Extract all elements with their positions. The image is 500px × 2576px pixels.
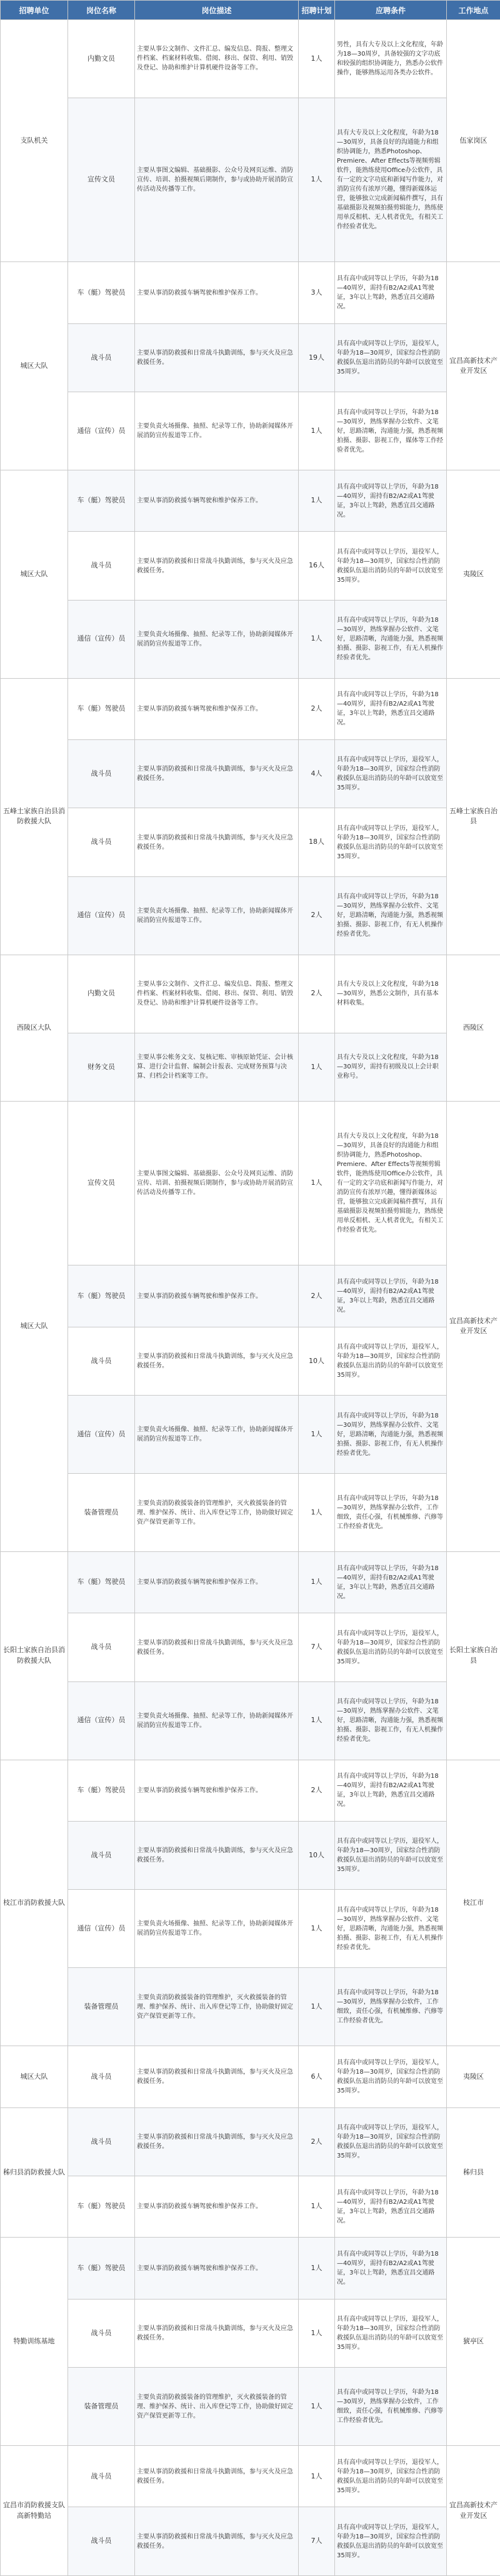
unit-cell: 五峰土家族自治县消防救援大队 xyxy=(1,678,68,955)
position-cell: 战斗员 xyxy=(68,2446,135,2507)
table-row xyxy=(1,1101,500,1265)
requirements-cell: 具有高中或同等以上学历，年龄为18—40周岁，需持有B2/A2或A1驾驶证，3年以上驾龄，熟悉宜昌交通路况。 xyxy=(335,262,447,323)
position-cell: 内勤文员 xyxy=(68,20,135,98)
requirements-cell: 具有高中或同等以上学历，年龄为18—40周岁，需持有B2/A2或A1驾驶证，3年以上驾龄，熟悉宜昌交通路况。 xyxy=(335,1551,447,1613)
table-row xyxy=(1,600,500,678)
requirements-cell: 具有大专及以上文化程度，年龄为18—30周岁，熟悉公文制作，具有基本材料收集。 xyxy=(335,955,447,1033)
requirements-cell: 具有高中或同等以上学历，年龄为18—30周岁，熟练掌握办公软件、文笔好，思路清晰，沟通能力强，熟悉视频拍摄、摄影、影视工作，媒体等工作经验者优先。 xyxy=(335,392,447,470)
plan-cell: 10人 xyxy=(299,1327,335,1395)
plan-cell: 1人 xyxy=(299,2238,335,2299)
table-row xyxy=(1,470,500,532)
requirements-cell: 具有高中或同等以上学历，年龄为18—40周岁，需持有B2/A2或A1驾驶证，3年以上驾龄，熟悉宜昌交通路况。 xyxy=(335,2176,447,2238)
position-cell: 战斗员 xyxy=(68,1822,135,1890)
plan-cell: 1人 xyxy=(299,470,335,532)
plan-cell: 1人 xyxy=(299,2299,335,2367)
requirements-cell: 具有高中或同等以上学历，年龄为18—30周岁，熟练掌握办公软件、文笔好，思路清晰，沟通能力强，熟悉视频拍摄、摄影、影视工作，有无人机操作经验者优先。 xyxy=(335,1681,447,1760)
unit-cell: 城区大队 xyxy=(1,1101,68,1551)
description-cell: 主要从事公帐务文支、复核记账、审核原始凭证、会计核算、进行会计监督、编制会计报表、完成财务预算与决算、归档会计档案等工作。 xyxy=(135,1033,299,1101)
header-description: 岗位描述 xyxy=(135,1,299,20)
unit-cell: 城区大队 xyxy=(1,262,68,470)
location-cell: 猇亭区 xyxy=(447,2238,500,2446)
position-cell: 战斗员 xyxy=(68,1327,135,1395)
plan-cell: 19人 xyxy=(299,323,335,392)
position-cell: 战斗员 xyxy=(68,740,135,808)
position-cell: 车（艇）驾驶员 xyxy=(68,1760,135,1821)
description-cell: 主要从事消防救援车辆驾驶和维护保养工作。 xyxy=(135,678,299,739)
description-cell: 主要从事消防救援车辆驾驶和维护保养工作。 xyxy=(135,2176,299,2238)
requirements-cell: 具有大专及以上文化程度，年龄为18—30周岁，需持有初级及以上会计职业称号。 xyxy=(335,1033,447,1101)
plan-cell: 2人 xyxy=(299,955,335,1033)
table-row xyxy=(1,740,500,808)
position-cell: 通信（宣传）员 xyxy=(68,600,135,678)
position-cell: 车（艇）驾驶员 xyxy=(68,262,135,323)
plan-cell: 2人 xyxy=(299,876,335,955)
description-cell: 主要负责火场摄像、抽照、纪录等工作，协助新闻媒体开展消防宣传报道等工作。 xyxy=(135,876,299,955)
plan-cell: 7人 xyxy=(299,1613,335,1681)
description-cell: 主要从事消防救援和日常战斗执勤训练，参与灭火及应急救援任务。 xyxy=(135,2507,299,2576)
requirements-cell: 具有高中或同等以上学历，年龄为18—40周岁，需持有B2/A2或A1驾驶证，3年以上驾龄，熟悉宜昌交通路况。 xyxy=(335,2238,447,2299)
table-row xyxy=(1,2507,500,2576)
description-cell: 主要从事消防救援和日常战斗执勤训练，参与灭火及应急救援任务。 xyxy=(135,740,299,808)
plan-cell: 1人 xyxy=(299,98,335,261)
requirements-cell: 具有高中或同等以上学历，年龄为18—30周岁，熟练掌握办公软件、文笔好，思路清晰，沟通能力强，熟悉视频拍摄、摄影、影视工作，有无人机操作经验者优先。 xyxy=(335,1396,447,1474)
plan-cell: 2人 xyxy=(299,1760,335,1821)
description-cell: 主要从事消防救援和日常战斗执勤训练，参与灭火及应急救援任务。 xyxy=(135,1327,299,1395)
table-row xyxy=(1,2238,500,2299)
table-row xyxy=(1,1681,500,1760)
unit-cell: 支队机关 xyxy=(1,20,68,262)
table-row xyxy=(1,1327,500,1395)
location-cell: 宜昌高新技术产业开发区 xyxy=(447,1101,500,1551)
position-cell: 装备管理员 xyxy=(68,1968,135,2046)
unit-cell: 枝江市消防救援大队 xyxy=(1,1760,68,2046)
table-row xyxy=(1,98,500,261)
description-cell: 主要从事消防救援和日常战斗执勤训练，参与灭火及应急救援任务。 xyxy=(135,2299,299,2367)
requirements-cell: 具有高中或同等以上学历，退役军人，年龄为18—30周岁，国家综合性消防救援队伍退出消防员的年龄可以放宽至35周岁。 xyxy=(335,2446,447,2507)
location-cell: 伍家岗区 xyxy=(447,20,500,262)
plan-cell: 1人 xyxy=(299,1033,335,1101)
unit-cell: 长阳土家族自治县消防救援大队 xyxy=(1,1551,68,1760)
plan-cell: 1人 xyxy=(299,1681,335,1760)
description-cell: 主要从事消防救援车辆驾驶和维护保养工作。 xyxy=(135,470,299,532)
description-cell: 主要负责火场摄像、抽照、纪录等工作，协助新闻媒体开展消防宣传报道等工作。 xyxy=(135,1890,299,1968)
description-cell: 主要负责火场摄像、抽照、纪录等工作，协助新闻媒体开展消防宣传报道等工作。 xyxy=(135,600,299,678)
plan-cell: 2人 xyxy=(299,1265,335,1327)
position-cell: 装备管理员 xyxy=(68,2368,135,2446)
position-cell: 车（艇）驾驶员 xyxy=(68,1551,135,1613)
position-cell: 战斗员 xyxy=(68,2507,135,2576)
plan-cell: 10人 xyxy=(299,1822,335,1890)
location-cell: 西陵区 xyxy=(447,955,500,1101)
plan-cell: 1人 xyxy=(299,1474,335,1552)
table-row xyxy=(1,1474,500,1552)
plan-cell: 2人 xyxy=(299,678,335,739)
table-row xyxy=(1,262,500,323)
plan-cell: 1人 xyxy=(299,1101,335,1265)
requirements-cell: 具有高中或同等以上学历，退役军人，年龄为18—30周岁，国家综合性消防救援队伍退出消防员的年龄可以放宽至35周岁。 xyxy=(335,2046,447,2107)
plan-cell: 1人 xyxy=(299,1968,335,2046)
table-row xyxy=(1,876,500,955)
requirements-cell: 具有高中或同等以上学历，年龄为18—30周岁，熟练掌握办公软件、文笔好，思路清晰，沟通能力强，熟悉视频拍摄、摄影、影视工作，有无人机操作经验者优先。 xyxy=(335,1890,447,1968)
description-cell: 主要负责火场摄像、抽照、纪录等工作，协助新闻媒体开展消防宣传报道等工作。 xyxy=(135,1396,299,1474)
description-cell: 主要负责消防救援装备的管理维护，灭火救援装备的管理、维护保养、统计、出入库登记等工作，协助做好固定资产保管更新等工作。 xyxy=(135,2368,299,2446)
requirements-cell: 具有高中或同等以上学历，退役军人，年龄为18—30周岁，国家综合性消防救援队伍退出消防员的年龄可以放宽至35周岁。 xyxy=(335,740,447,808)
plan-cell: 4人 xyxy=(299,740,335,808)
plan-cell: 1人 xyxy=(299,2176,335,2238)
plan-cell: 6人 xyxy=(299,2046,335,2107)
header-position: 岗位名称 xyxy=(68,1,135,20)
location-cell: 秭归县 xyxy=(447,2107,500,2238)
position-cell: 内勤文员 xyxy=(68,955,135,1033)
description-cell: 主要从事消防救援和日常战斗执勤训练，参与灭火及应急救援任务。 xyxy=(135,532,299,600)
table-row xyxy=(1,1613,500,1681)
requirements-cell: 具有高中或同等以上学历，年龄为18—30周岁，熟练掌握办公软件，工作细致，责任心强，有机械维修、汽修等工作经验者优先。 xyxy=(335,2368,447,2446)
table-row xyxy=(1,1760,500,1821)
description-cell: 主要从事消防救援车辆驾驶和维护保养工作。 xyxy=(135,262,299,323)
requirements-cell: 具有高中或同等以上学历，退役军人，年龄为18—30周岁，国家综合性消防救援队伍退出消防员的年龄可以放宽至35周岁。 xyxy=(335,808,447,876)
plan-cell: 18人 xyxy=(299,808,335,876)
unit-cell: 城区大队 xyxy=(1,470,68,679)
table-row xyxy=(1,1890,500,1968)
requirements-cell: 具有高中或同等以上学历，退役军人，年龄为18—30周岁，国家综合性消防救援队伍退出消防员的年龄可以放宽至35周岁。 xyxy=(335,2507,447,2576)
unit-cell: 宜昌市消防救援支队高新特勤站 xyxy=(1,2446,68,2576)
table-row xyxy=(1,955,500,1033)
position-cell: 车（艇）驾驶员 xyxy=(68,678,135,739)
description-cell: 主要从事消防救援和日常战斗执勤训练，参与灭火及应急救援任务。 xyxy=(135,1822,299,1890)
location-cell: 长阳土家族自治县 xyxy=(447,1551,500,1760)
description-cell: 主要从事消防救援车辆驾驶和维护保养工作。 xyxy=(135,1760,299,1821)
requirements-cell: 具有高中或同等以上学历，退役军人，年龄为18—30周岁，国家综合性消防救援队伍退出消防员的年龄可以放宽至35周岁。 xyxy=(335,2107,447,2176)
requirements-cell: 具有高中或同等以上学历，退役军人，年龄为18—30周岁，国家综合性消防救援队伍退出消防员的年龄可以放宽至35周岁。 xyxy=(335,1613,447,1681)
table-row xyxy=(1,1265,500,1327)
description-cell: 主要负责消防救援装备的管理维护，灭火救援装备的管理、维护保养、统计、出入库登记等工作，协助做好固定资产保管更新等工作。 xyxy=(135,1474,299,1552)
plan-cell: 1人 xyxy=(299,2368,335,2446)
table-row xyxy=(1,1551,500,1613)
table-row xyxy=(1,1033,500,1101)
table-row xyxy=(1,1396,500,1474)
header-location: 工作地点 xyxy=(447,1,500,20)
table-row xyxy=(1,2368,500,2446)
description-cell: 主要从事消防救援和日常战斗执勤训练，参与灭火及应急救援任务。 xyxy=(135,2107,299,2176)
requirements-cell: 具有高中或同等以上学历，年龄为18—40周岁，需持有B2/A2或A1驾驶证，3年以上驾龄，熟悉宜昌交通路况。 xyxy=(335,1760,447,1821)
description-cell: 主要从事消防救援车辆驾驶和维护保养工作。 xyxy=(135,1265,299,1327)
requirements-cell: 具有高中或同等以上学历，年龄为18—40周岁，需持有B2/A2或A1驾驶证，3年以上驾龄，熟悉宜昌交通路况。 xyxy=(335,470,447,532)
position-cell: 车（艇）驾驶员 xyxy=(68,470,135,532)
requirements-cell: 具有高中或同等以上学历，退役军人，年龄为18—30周岁，国家综合性消防救援队伍退出消防员的年龄可以放宽至35周岁。 xyxy=(335,2299,447,2367)
location-cell: 五峰土家族自治县 xyxy=(447,678,500,955)
requirements-cell: 具有高中或同等以上学历，退役军人，年龄为18—30周岁，国家综合性消防救援队伍退出消防员的年龄可以放宽至35周岁。 xyxy=(335,323,447,392)
requirements-cell: 男性，具有大专及以上文化程度，年龄为18—30周岁，具备较强的文字功底和较强的组织协调能力，熟悉办公软件操作，能够熟练运用各类办公软件。 xyxy=(335,20,447,98)
position-cell: 通信（宣传）员 xyxy=(68,392,135,470)
unit-cell: 城区大队 xyxy=(1,2046,68,2107)
description-cell: 主要从事消防救援车辆驾驶和维护保养工作。 xyxy=(135,1551,299,1613)
plan-cell: 3人 xyxy=(299,262,335,323)
position-cell: 通信（宣传）员 xyxy=(68,1396,135,1474)
location-cell: 夷陵区 xyxy=(447,470,500,679)
position-cell: 车（艇）驾驶员 xyxy=(68,2238,135,2299)
plan-cell: 2人 xyxy=(299,2107,335,2176)
plan-cell: 1人 xyxy=(299,1551,335,1613)
requirements-cell: 具有高中或同等以上学历，年龄为18—40周岁，需持有B2/A2或A1驾驶证，3年以上驾龄，熟悉宜昌交通路况。 xyxy=(335,678,447,739)
header-plan: 招聘计划 xyxy=(299,1,335,20)
position-cell: 战斗员 xyxy=(68,808,135,876)
requirements-cell: 具有高中或同等以上学历，退役军人，年龄为18—30周岁，国家综合性消防救援队伍退出消防员的年龄可以放宽至35周岁。 xyxy=(335,1327,447,1395)
table-row xyxy=(1,323,500,392)
description-cell: 主要从事消防救援和日常战斗执勤训练，参与灭火及应急救援任务。 xyxy=(135,323,299,392)
description-cell: 主要从事公文制作、文件汇总、编发信息、简报、整理文件档案、档案材料收集、借阅、移出、保管、利用、销毁及登记、协助和维护计算机硬件设备等工作。 xyxy=(135,20,299,98)
table-row xyxy=(1,2107,500,2176)
requirements-cell: 具有高中或同等以上学历，年龄为18—30周岁，熟练掌握办公软件，工作细致，责任心强，有机械维修、汽修等工作经验者优先。 xyxy=(335,1968,447,2046)
plan-cell: 1人 xyxy=(299,2446,335,2507)
requirements-cell: 具有大专及以上文化程度，年龄为18—30周岁，具备良好的沟通能力和组织协调能力，熟悉Photoshop、Premiere、After Effects等视频剪辑软件，能熟练使用Office办公软件，具有一定的文字功底和新闻写作能力，对消防宣传有浓厚兴趣，懂得新媒体运营，能够独立完成新闻稿件撰写，具有基础摄影及视频拍摄剪辑能力，熟练使用单反相机、无人机者优先，有相关工作经验者优先。 xyxy=(335,1101,447,1265)
position-cell: 通信（宣传）员 xyxy=(68,1681,135,1760)
description-cell: 主要从事图文编辑、基础摄影、公众号及网页运维、消防宣传、培训、拍摄视频后期制作，参与或协助开展消防宣传活动及传播等工作。 xyxy=(135,1101,299,1265)
description-cell: 主要负责消防救援装备的管理维护，灭火救援装备的管理、维护保养、统计、出入库登记等工作，协助做好固定资产保管更新等工作。 xyxy=(135,1968,299,2046)
position-cell: 战斗员 xyxy=(68,2107,135,2176)
position-cell: 通信（宣传）员 xyxy=(68,876,135,955)
plan-cell: 7人 xyxy=(299,2507,335,2576)
position-cell: 车（艇）驾驶员 xyxy=(68,2176,135,2238)
location-cell: 枝江市 xyxy=(447,1760,500,2046)
position-cell: 战斗员 xyxy=(68,2299,135,2367)
position-cell: 宣传文员 xyxy=(68,1101,135,1265)
location-cell: 夷陵区 xyxy=(447,2046,500,2107)
requirements-cell: 具有高中或同等以上学历，退役军人，年龄为18—30周岁，国家综合性消防救援队伍退出消防员的年龄可以放宽至35周岁。 xyxy=(335,1822,447,1890)
requirements-cell: 具有高中或同等以上学历，年龄为18—40周岁，需持有B2/A2或A1驾驶证，3年以上驾龄，熟悉宜昌交通路况。 xyxy=(335,1265,447,1327)
table-row xyxy=(1,2176,500,2238)
plan-cell: 1人 xyxy=(299,20,335,98)
header-requirements: 应聘条件 xyxy=(335,1,447,20)
description-cell: 主要从事消防救援车辆驾驶和维护保养工作。 xyxy=(135,2238,299,2299)
position-cell: 战斗员 xyxy=(68,532,135,600)
table-row xyxy=(1,392,500,470)
plan-cell: 1人 xyxy=(299,1396,335,1474)
position-cell: 车（艇）驾驶员 xyxy=(68,1265,135,1327)
unit-cell: 特勤训练基地 xyxy=(1,2238,68,2446)
table-row xyxy=(1,2299,500,2367)
header-unit: 招聘单位 xyxy=(1,1,68,20)
requirements-cell: 具有高中或同等以上学历，年龄为18—30周岁，熟练掌握办公软件，工作细致，责任心强，有机械维修、汽修等工作经验者优先。 xyxy=(335,1474,447,1552)
unit-cell: 西陵区大队 xyxy=(1,955,68,1101)
description-cell: 主要从事消防救援和日常战斗执勤训练，参与灭火及应急救援任务。 xyxy=(135,808,299,876)
plan-cell: 1人 xyxy=(299,1890,335,1968)
table-row xyxy=(1,2046,500,2107)
description-cell: 主要负责火场摄像、抽照、纪录等工作，协助新闻媒体开展消防宣传报道等工作。 xyxy=(135,392,299,470)
requirements-cell: 具有高中或同等以上学历，退役军人，年龄为18—30周岁，国家综合性消防救援队伍退出消防员的年龄可以放宽至35周岁。 xyxy=(335,532,447,600)
position-cell: 通信（宣传）员 xyxy=(68,1890,135,1968)
location-cell: 宜昌高新技术产业开发区 xyxy=(447,262,500,470)
unit-cell: 秭归县消防救援大队 xyxy=(1,2107,68,2238)
table-row xyxy=(1,1968,500,2046)
description-cell: 主要从事图文编辑、基础摄影、公众号及网页运维、消防宣传、培训、拍摄视频后期制作，参与或协助开展消防宣传活动及传播等工作。 xyxy=(135,98,299,261)
requirements-cell: 具有高中或同等以上学历，年龄为18—30周岁，熟练掌握办公软件、文笔好，思路清晰，沟通能力强，熟悉视频拍摄、摄影、影视工作，有无人机操作经验者优先。 xyxy=(335,876,447,955)
description-cell: 主要从事公文制作、文件汇总、编发信息、简报、整理文件档案、档案材料收集、借阅、移出、保管、利用、销毁及登记、协助和维护计算机硬件设备等工作。 xyxy=(135,955,299,1033)
table-row xyxy=(1,20,500,98)
position-cell: 战斗员 xyxy=(68,323,135,392)
description-cell: 主要从事消防救援和日常战斗执勤训练，参与灭火及应急救援任务。 xyxy=(135,2046,299,2107)
table-row xyxy=(1,808,500,876)
plan-cell: 1人 xyxy=(299,600,335,678)
position-cell: 战斗员 xyxy=(68,2046,135,2107)
description-cell: 主要从事消防救援和日常战斗执勤训练，参与灭火及应急救援任务。 xyxy=(135,2446,299,2507)
location-cell: 宜昌高新技术产业开发区 xyxy=(447,2446,500,2576)
position-cell: 战斗员 xyxy=(68,1613,135,1681)
table-row xyxy=(1,532,500,600)
position-cell: 装备管理员 xyxy=(68,1474,135,1552)
plan-cell: 1人 xyxy=(299,392,335,470)
requirements-cell: 具有大专及以上文化程度，年龄为18—30周岁，具备良好的沟通能力和组织协调能力，熟悉Photoshop、Premiere、After Effects等视频剪辑软件，能熟练使用Office办公软件，具有一定的文字功底和新闻写作能力，对消防宣传有浓厚兴趣，懂得新媒体运营，能够独立完成新闻稿件撰写，具有基础摄影及视频拍摄剪辑能力，熟练使用单反相机、无人机者优先，有相关工作经验者优先。 xyxy=(335,98,447,261)
description-cell: 主要负责火场摄像、抽照、纪录等工作，协助新闻媒体开展消防宣传报道等工作。 xyxy=(135,1681,299,1760)
description-cell: 主要从事消防救援和日常战斗执勤训练，参与灭火及应急救援任务。 xyxy=(135,1613,299,1681)
header-row xyxy=(1,1,500,20)
table-row xyxy=(1,1822,500,1890)
requirements-cell: 具有高中或同等以上学历，年龄为18—30周岁，熟练掌握办公软件、文笔好，思路清晰，沟通能力强，熟悉视频拍摄、摄影、影视工作，有无人机操作经验者优先。 xyxy=(335,600,447,678)
plan-cell: 16人 xyxy=(299,532,335,600)
position-cell: 宣传文员 xyxy=(68,98,135,261)
table-row xyxy=(1,678,500,739)
position-cell: 财务文员 xyxy=(68,1033,135,1101)
table-row xyxy=(1,2446,500,2507)
